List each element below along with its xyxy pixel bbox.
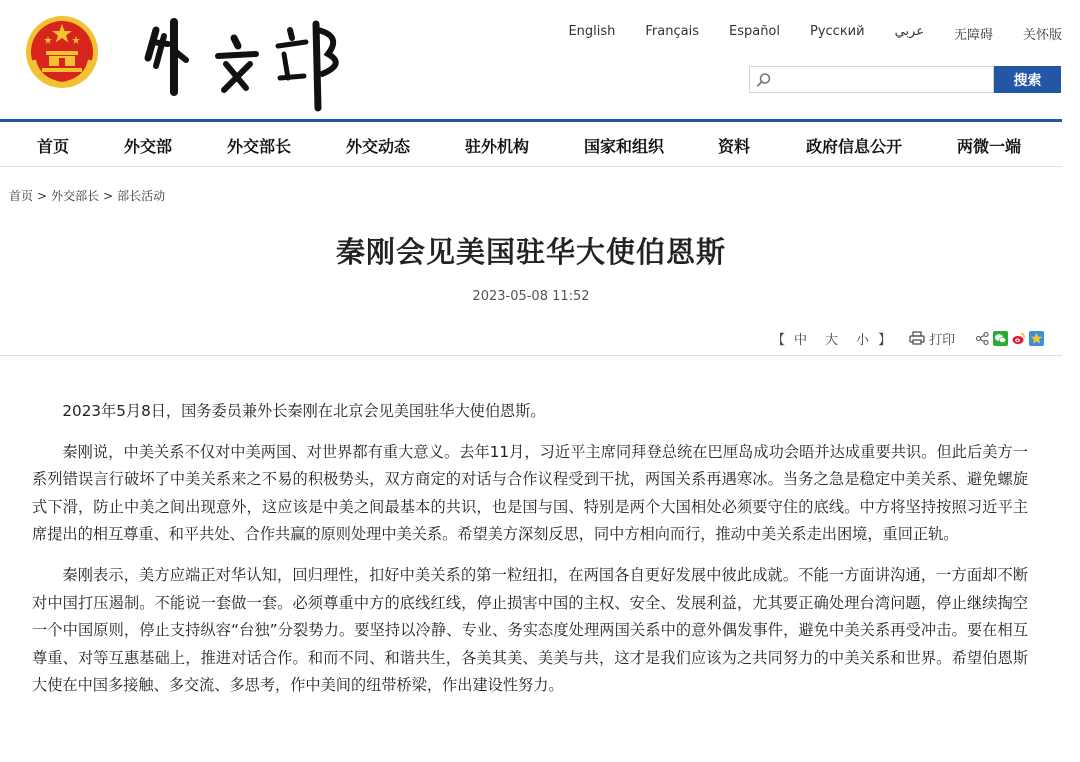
weibo-icon[interactable] [1011,331,1026,346]
nav-bottom-border [0,166,1062,167]
nav-item-diplomatic-news[interactable]: 外交动态 [346,137,411,156]
article-title: 秦刚会见美国驻华大使伯恩斯 [335,235,726,269]
lang-arabic[interactable]: عربي [894,24,924,39]
tools-divider [0,355,1062,356]
search-icon [756,72,772,88]
nav-item-missions-abroad[interactable]: 驻外机构 [465,137,530,156]
breadcrumb-minister[interactable]: 外交部长 [51,189,100,203]
article-date: 2023-05-08 11:52 [472,289,590,304]
nav-item-gov-info[interactable]: 政府信息公开 [806,137,903,156]
nav-item-countries-orgs[interactable]: 国家和组织 [584,137,665,156]
care-mode-link[interactable]: 关怀版 [1022,28,1062,43]
article-paragraph: 秦刚表示，美方应端正对华认知，回归理性，扣好中美关系的第一粒纽扣，在两国各自更好发展中彼此成就。不能一方面讲沟通，一方面却不断对中国打压遏制。不能说一套做一套。必须尊重中方的底线红线，停止损害中国的主权、安全、发展利益，尤其要正确处理台湾问题，停止继续掏空一个中国原则，停止支持纵容“台独”分裂势力。要坚持以冷静、专业、务实态度处理两国关系中的意外偶发事件，避免中美关系再受冲击。要在相互尊重、对等互惠基础上，推进对话合作。和而不同、和谐共生，各美其美、美美与共，这才是我们应该为之共同努力的中美关系和世界。希望伯恩斯大使在中国多接触、多交流、多思考，作中美间的纽带桥梁，作出建设性努力。 [32,565,1028,695]
font-size-small[interactable]: 小 [856,332,870,348]
article-paragraph: 秦刚说，中美关系不仅对中美两国、对世界都有重大意义。去年11月，习近平主席同拜登总统在巴厘岛成功会晤并达成重要共识。但此后美方一系列错误言行破坏了中美关系来之不易的积极势头，双方商定的对话与合作议程受到干扰，两国关系再遇寒冰。当务之急是稳定中美关系、避免螺旋式下滑，防止中美之间出现意外，这应该是中美之间最基本的共识，也是国与国、特别是两个大国相处必须要守住的底线。中方将坚持按照习近平主席提出的相互尊重、和平共处、合作共赢的原则处理中美关系。希望美方深刻反思，同中方相向而行，推动中美关系走出困境，重回正轨。 [32,442,1028,544]
main-nav [0,122,1062,166]
nav-item-home[interactable]: 首页 [37,137,70,156]
nav-item-resources[interactable]: 资料 [718,137,751,156]
search-input[interactable] [776,69,986,90]
wechat-icon[interactable] [993,331,1008,346]
search-box [749,66,994,93]
breadcrumb [9,187,165,204]
breadcrumb-separator: > [103,189,114,203]
mfa-calligraphy-logo[interactable] [138,8,358,112]
language-bar [568,24,1062,43]
share-icon[interactable] [975,331,990,346]
breadcrumb-separator: > [37,189,48,203]
article-tools [772,328,1044,348]
national-emblem-icon[interactable] [24,14,100,90]
lang-french[interactable]: Français [645,24,699,39]
qzone-icon[interactable] [1029,331,1044,346]
font-size-large[interactable]: 中 [794,332,808,348]
share-group [975,331,1044,346]
font-size-bracket-open: 【 [772,332,786,348]
font-size-selector [772,329,891,348]
nav-item-minister[interactable]: 外交部长 [227,137,292,156]
print-button[interactable] [909,329,955,348]
article-paragraph: 2023年5月8日，国务委员兼外长秦刚在北京会见美国驻华大使伯恩斯。 [62,402,546,420]
printer-icon [909,331,925,345]
font-size-bracket-close: 】 [878,332,892,348]
site-header [0,0,1080,120]
search-button[interactable]: 搜索 [994,66,1061,93]
nav-item-ministry[interactable]: 外交部 [124,137,173,156]
breadcrumb-home[interactable]: 首页 [9,189,34,203]
breadcrumb-activities[interactable]: 部长活动 [117,189,166,203]
nav-item-social-media[interactable]: 两微一端 [957,137,1022,156]
lang-spanish[interactable]: Español [728,24,780,39]
accessibility-link[interactable]: 无障碍 [953,28,993,43]
lang-russian[interactable]: Русский [810,24,865,39]
article-body [32,398,1028,713]
lang-english[interactable]: English [568,24,616,39]
font-size-medium[interactable]: 大 [825,332,839,348]
print-label: 打印 [929,332,956,348]
